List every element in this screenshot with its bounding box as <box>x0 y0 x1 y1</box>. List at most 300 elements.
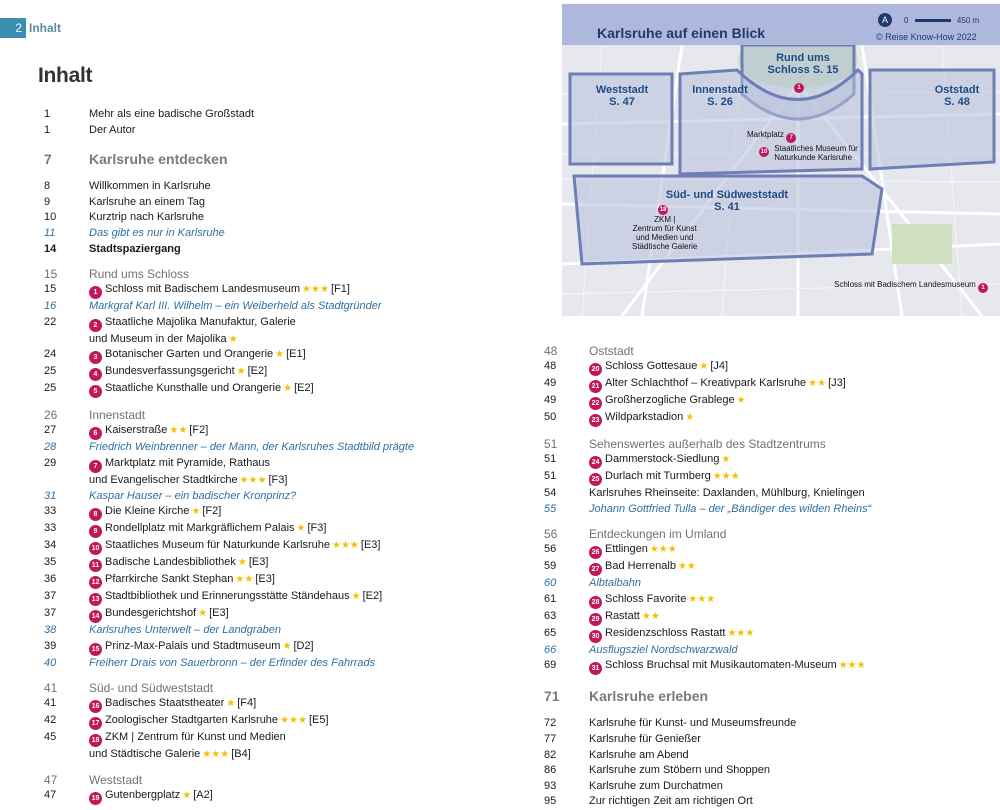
toc-entry[interactable] <box>44 572 484 589</box>
toc-entry[interactable] <box>44 123 484 139</box>
toc-page-number: 61 <box>544 592 557 605</box>
toc-entry-text <box>589 732 984 748</box>
toc-entry[interactable] <box>544 359 984 376</box>
toc-entry[interactable] <box>44 440 484 456</box>
scale-start: 0 <box>904 16 909 25</box>
toc-page-number: 10 <box>44 211 57 224</box>
toc-entry[interactable] <box>544 542 984 559</box>
map-grid-ref: [A2] <box>193 788 213 801</box>
toc-page-number: 56 <box>544 527 558 542</box>
toc-entry-text <box>589 688 984 704</box>
toc-entry[interactable] <box>44 195 484 211</box>
sight-number-badge: 30 <box>589 630 602 643</box>
toc-page-number: 60 <box>544 577 557 590</box>
toc-entry-text <box>89 730 484 747</box>
toc-page-number: 33 <box>44 522 57 535</box>
toc-entry[interactable] <box>544 748 984 764</box>
toc-entry-text <box>89 656 484 672</box>
toc-entry[interactable] <box>44 381 484 398</box>
toc-entry[interactable] <box>44 696 484 713</box>
toc-page-number: 1 <box>44 123 51 136</box>
map-poi-zkm <box>632 202 697 251</box>
toc-page-number: 45 <box>44 731 57 744</box>
rating-stars-icon: ★★★ <box>302 284 329 296</box>
toc-page-number: 51 <box>544 437 558 451</box>
toc-entry-text <box>589 393 984 410</box>
poi-label: Schloss mit Badischem Landesmuseum <box>834 280 976 289</box>
toc-entry-label: Karlsruhe erleben <box>589 688 709 705</box>
toc-entry-label: Zur richtigen Zeit am richtigen Ort <box>589 795 753 808</box>
page-number: 2 <box>0 18 26 38</box>
toc-entry-label: Karlsruhe für Kunst- und Museumsfreunde <box>589 717 797 730</box>
toc-entry[interactable] <box>544 437 984 452</box>
map-grid-ref: [E2] <box>247 365 268 378</box>
rating-stars-icon: ★★ <box>235 574 254 586</box>
toc-entry-text <box>89 713 484 730</box>
toc-entry-label: Stadtspaziergang <box>89 242 181 255</box>
toc-page-number: 15 <box>44 267 58 282</box>
toc-entry[interactable] <box>44 299 484 315</box>
toc-entry[interactable] <box>544 763 984 779</box>
toc-entry-label: Staatliche Majolika Manufaktur, Galerie <box>105 315 296 328</box>
toc-entry-text <box>89 623 484 639</box>
toc-entry[interactable] <box>544 794 984 810</box>
poi-label: Staatliches Museum für <box>774 144 858 153</box>
toc-page-number: 66 <box>544 643 557 656</box>
toc-entry-text <box>89 364 484 381</box>
toc-entry-text <box>89 456 484 473</box>
toc-page-number: 49 <box>544 377 557 389</box>
sight-number-badge: 7 <box>89 460 102 473</box>
sight-number-badge: 19 <box>89 792 102 805</box>
overview-map <box>562 4 1000 316</box>
toc-entry-label: Badische Landesbibliothek <box>105 556 236 569</box>
toc-page-number: 93 <box>544 779 557 792</box>
toc-entry[interactable] <box>44 773 484 788</box>
toc-entry-text <box>589 410 984 427</box>
district-label-innenstadt <box>680 84 760 108</box>
rating-stars-icon: ★ <box>282 640 292 652</box>
toc-page-number: 59 <box>544 560 557 573</box>
map-title: Karlsruhe auf einen Blick <box>597 25 766 41</box>
toc-entry[interactable] <box>544 626 984 643</box>
toc-page-number: 35 <box>44 556 57 569</box>
toc-entry[interactable] <box>44 347 484 364</box>
toc-entry[interactable] <box>44 408 484 423</box>
toc-entry-label: Rastatt <box>605 609 640 622</box>
toc-entry-label: und Städtische Galerie <box>89 748 201 761</box>
toc-page-number: 55 <box>544 502 557 515</box>
sight-number-badge: 25 <box>589 473 602 486</box>
toc-entry-text <box>589 643 984 659</box>
toc-entry[interactable] <box>44 151 484 167</box>
district-page: S. 47 <box>609 96 635 108</box>
sight-number-badge: 8 <box>89 508 102 521</box>
toc-entry-text <box>89 489 484 505</box>
toc-entry-label: Ettlingen <box>605 543 648 556</box>
rating-stars-icon: ★★★ <box>649 544 677 556</box>
toc-entry-text <box>589 502 984 518</box>
toc-entry-text <box>89 473 484 489</box>
toc-entry-text <box>589 763 984 779</box>
sight-number-badge: 20 <box>589 363 602 376</box>
toc-entry-label: Marktplatz mit Pyramide, Rathaus <box>105 456 271 469</box>
toc-entry[interactable] <box>544 609 984 626</box>
rating-stars-icon: ★ <box>236 366 246 378</box>
toc-entry-label: Entdeckungen im Umland <box>589 527 727 542</box>
sight-number-badge: 3 <box>89 351 102 364</box>
rating-stars-icon: ★ <box>237 557 247 569</box>
toc-entry-label: und Evangelischer Stadtkirche <box>89 473 238 486</box>
toc-entry[interactable] <box>44 315 484 332</box>
toc-entry-text <box>589 592 984 609</box>
toc-page-number: 8 <box>44 180 51 193</box>
toc-page-number: 24 <box>44 348 57 361</box>
toc-entry[interactable] <box>544 559 984 576</box>
toc-entry[interactable] <box>44 656 484 672</box>
toc-entry-text <box>589 359 984 376</box>
toc-page-number: 37 <box>44 607 57 620</box>
toc-entry[interactable] <box>544 527 984 542</box>
toc-entry[interactable] <box>44 210 484 226</box>
rating-stars-icon: ★ <box>191 506 201 518</box>
toc-entry-text <box>89 423 484 440</box>
sight-number-badge: 22 <box>589 397 602 410</box>
sight-number-badge: 26 <box>589 546 602 559</box>
map-grid-ref: [F1] <box>330 283 350 296</box>
sight-number-badge: 2 <box>89 319 102 332</box>
toc-page-number: 7 <box>44 151 52 168</box>
rating-stars-icon: ★★★ <box>688 593 716 605</box>
toc-entry[interactable] <box>44 681 484 696</box>
running-header <box>0 18 61 38</box>
toc-entry[interactable] <box>44 606 484 623</box>
poi-label: ZKM | <box>654 215 676 224</box>
district-name: Rund ums <box>776 52 830 64</box>
toc-entry-label: Dammerstock-Siedlung <box>605 453 720 465</box>
toc-entry[interactable] <box>44 242 484 258</box>
toc-page-number: 34 <box>44 539 57 552</box>
toc-entry[interactable] <box>44 538 484 555</box>
toc-page-number: 54 <box>544 487 557 499</box>
toc-page-number: 42 <box>44 714 57 727</box>
toc-entry-label: Ausflugsziel Nordschwarzwald <box>589 643 738 656</box>
toc-page-number: 37 <box>44 590 57 603</box>
toc-page-number: 77 <box>544 732 557 745</box>
toc-entry[interactable] <box>544 779 984 795</box>
toc-page-number: 72 <box>544 717 557 730</box>
toc-entry-text <box>89 572 484 589</box>
toc-entry[interactable] <box>44 107 484 123</box>
rating-stars-icon: ★★ <box>808 378 827 389</box>
toc-entry[interactable] <box>544 592 984 609</box>
district-name: Oststadt <box>934 84 980 96</box>
map-grid-ref: [J3] <box>828 377 846 389</box>
toc-entry[interactable] <box>544 344 984 359</box>
toc-entry-text <box>89 107 484 123</box>
toc-entry[interactable] <box>44 788 484 805</box>
sight-number-badge: 16 <box>89 700 102 713</box>
district-name: Innenstadt <box>692 84 748 96</box>
toc-entry-text <box>89 123 484 139</box>
toc-entry-label: Bundesverfassungsgericht <box>105 365 235 378</box>
toc-entry[interactable] <box>44 730 484 747</box>
district-page: S. 26 <box>707 96 733 108</box>
toc-entry-label: Schloss mit Badischem Landesmuseum <box>105 283 301 296</box>
toc-entry[interactable] <box>44 282 484 299</box>
toc-page-number: 51 <box>544 453 557 465</box>
toc-entry-label: Kaiserstraße <box>105 424 168 437</box>
toc-entry-text <box>589 748 984 764</box>
toc-page-number: 47 <box>44 772 58 787</box>
toc-entry[interactable] <box>44 332 484 348</box>
map-grid-ref: [E1] <box>286 348 306 361</box>
rating-stars-icon: ★★★ <box>332 540 359 552</box>
toc-entry[interactable] <box>544 643 984 659</box>
toc-entry-label: Willkommen in Karlsruhe <box>89 180 211 193</box>
toc-entry[interactable] <box>44 713 484 730</box>
toc-entry-text <box>89 299 484 315</box>
toc-page-number: 28 <box>44 441 57 454</box>
toc-entry-label: Albtalbahn <box>589 577 641 590</box>
toc-entry-text <box>589 779 984 795</box>
rating-stars-icon: ★★★ <box>727 627 755 639</box>
toc-page-number: 16 <box>44 300 57 313</box>
sight-number-badge: 11 <box>89 559 102 572</box>
toc-entry[interactable] <box>44 521 484 538</box>
toc-entry-label: Staatliche Kunsthalle und Orangerie <box>105 382 282 395</box>
toc-entry-text <box>89 773 484 788</box>
toc-entry-label: Freiherr Drais von Sauerbronn – der Erfinder des Fahrrads <box>89 656 376 669</box>
toc-entry-text <box>89 195 484 211</box>
toc-entry[interactable] <box>44 226 484 242</box>
map-grid-ref: [E3] <box>248 556 269 569</box>
toc-entry-label: Kurztrip nach Karlsruhe <box>89 211 204 224</box>
toc-page-number: 51 <box>544 470 557 482</box>
toc-entry-label: Karlsruhe entdecken <box>89 151 228 168</box>
toc-entry-text <box>89 521 484 538</box>
toc-entry[interactable] <box>44 504 484 521</box>
toc-entry-text <box>89 282 484 299</box>
toc-page-number: 33 <box>44 505 57 518</box>
map-poi-marktplatz <box>747 130 799 143</box>
district-name: Süd- und Südweststadt <box>665 189 789 201</box>
toc-entry-text <box>589 609 984 626</box>
toc-entry-text <box>89 210 484 226</box>
toc-entry-label: Gutenbergplatz <box>105 788 181 801</box>
toc-page-number: 27 <box>44 424 57 437</box>
toc-page-number: 49 <box>544 394 557 406</box>
map-grid-ref: [F3] <box>307 522 327 535</box>
toc-entry-text <box>589 658 984 675</box>
sight-number-badge: 24 <box>589 456 602 469</box>
poi-label: Naturkunde Karlsruhe <box>774 153 853 162</box>
toc-entry[interactable] <box>44 489 484 505</box>
toc-page-number: 69 <box>544 659 557 672</box>
toc-page-number: 95 <box>544 795 557 808</box>
toc-entry-label: Weststadt <box>89 772 143 787</box>
toc-entry[interactable] <box>544 469 984 486</box>
district-page: Schloss S. 15 <box>767 64 839 76</box>
toc-entry-label: Wildparkstadion <box>605 411 684 423</box>
poi-label: Marktplatz <box>747 130 784 139</box>
sight-number-badge: 28 <box>589 596 602 609</box>
sight-number-badge: 21 <box>589 380 602 393</box>
toc-entry-label: Pfarrkirche Sankt Stephan <box>105 573 234 586</box>
toc-entry[interactable] <box>44 423 484 440</box>
sight-number-badge: 5 <box>89 385 102 398</box>
map-scale <box>904 16 979 25</box>
rating-stars-icon: ★★★ <box>202 749 230 761</box>
toc-entry[interactable] <box>544 452 984 469</box>
toc-entry[interactable] <box>44 473 484 489</box>
toc-page-number: 14 <box>44 242 57 255</box>
toc-entry-text <box>89 747 484 763</box>
toc-entry[interactable] <box>44 747 484 763</box>
poi-label: Zentrum für Kunst <box>632 224 697 233</box>
toc-page-number <box>44 473 89 489</box>
toc-entry[interactable] <box>44 623 484 639</box>
toc-entry-text <box>89 242 484 258</box>
map-grid-ref: [D2] <box>293 639 314 652</box>
poi-badge: 18 <box>659 207 667 213</box>
toc-entry[interactable] <box>544 486 984 502</box>
toc-entry[interactable] <box>544 658 984 675</box>
toc-entry[interactable] <box>544 410 984 427</box>
district-label-schloss <box>758 52 848 76</box>
sight-number-badge: 17 <box>89 717 102 730</box>
map-grid-ref: [E2] <box>294 382 314 395</box>
toc-entry[interactable] <box>544 502 984 518</box>
toc-entry-label: Prinz-Max-Palais und Stadtmuseum <box>105 639 281 652</box>
toc-entry-text <box>89 408 484 423</box>
toc-entry[interactable] <box>44 179 484 195</box>
toc-entry[interactable] <box>44 267 484 282</box>
toc-entry[interactable] <box>544 732 984 748</box>
toc-entry-text <box>89 606 484 623</box>
toc-entry-label: Rondellplatz mit Markgräflichem Palais <box>105 522 295 535</box>
toc-entry-label: Das gibt es nur in Karlsruhe <box>89 226 225 239</box>
toc-entry-text <box>589 527 984 542</box>
page-title: Inhalt <box>38 64 93 87</box>
rating-stars-icon: ★★★ <box>280 715 307 727</box>
map-grid-ref: [J4] <box>710 360 729 372</box>
rating-stars-icon: ★ <box>182 789 192 801</box>
map-grid-ref: [E2] <box>362 590 383 603</box>
toc-entry-text <box>89 681 484 696</box>
sight-number-badge: 15 <box>89 643 102 656</box>
toc-entry-label: Karlsruhe für Genießer <box>589 732 701 745</box>
toc-entry-label: Schloss Gottesaue <box>605 360 698 372</box>
sight-number-badge: 13 <box>89 593 102 606</box>
toc-entry-label: Botanischer Garten und Orangerie <box>105 348 274 361</box>
toc-entry-text <box>589 716 984 732</box>
toc-entry[interactable] <box>544 376 984 393</box>
toc-entry-label: Badisches Staatstheater <box>105 697 225 710</box>
toc-page-number: 25 <box>44 365 57 378</box>
toc-entry-text <box>89 315 484 332</box>
toc-entry[interactable] <box>44 364 484 381</box>
rating-stars-icon: ★★ <box>641 610 660 622</box>
rating-stars-icon: ★ <box>283 383 293 395</box>
toc-page-number: 11 <box>44 226 56 239</box>
rating-stars-icon: ★★★ <box>838 660 866 672</box>
map-grid-ref: [E3] <box>209 607 229 620</box>
scale-end: 450 m <box>956 16 980 25</box>
toc-entry-label: Staatliches Museum für Naturkunde Karlsruhe <box>105 539 330 552</box>
toc-entry-label: Schloss Bruchsal mit Musikautomaten-Museum <box>605 659 837 672</box>
toc-entry-label: Karlsruhe zum Durchatmen <box>589 779 723 792</box>
sight-number-badge: 31 <box>589 662 602 675</box>
toc-entry-text <box>589 542 984 559</box>
toc-page-number <box>44 332 89 348</box>
compass-icon: A <box>878 13 892 27</box>
rating-stars-icon: ★ <box>351 591 361 603</box>
toc-entry[interactable] <box>544 393 984 410</box>
toc-entry-label: Sehenswertes außerhalb des Stadtzentrums <box>589 437 826 451</box>
toc-entry[interactable] <box>544 688 984 704</box>
toc-page-number: 41 <box>44 681 58 696</box>
toc-page-number: 31 <box>44 489 57 502</box>
sight-number-badge: 10 <box>89 542 102 555</box>
toc-page-number: 47 <box>44 788 57 801</box>
rating-stars-icon: ★ <box>685 412 695 423</box>
toc-entry-label: Durlach mit Turmberg <box>605 470 711 482</box>
right-page <box>500 0 1000 808</box>
toc-entry[interactable] <box>44 639 484 656</box>
district-page: S. 48 <box>944 96 970 108</box>
toc-list-left <box>44 107 484 805</box>
toc-list-right <box>544 334 984 810</box>
toc-entry-label: Bundesgerichtshof <box>105 607 197 620</box>
toc-entry-text <box>589 376 984 393</box>
map-poi-schloss-dot <box>794 80 807 93</box>
toc-entry[interactable] <box>44 589 484 606</box>
toc-entry-label: Süd- und Südweststadt <box>89 681 214 696</box>
toc-page-number: 63 <box>544 609 557 622</box>
toc-entry-label: ZKM | Zentrum für Kunst und Medien <box>105 731 286 744</box>
rating-stars-icon: ★ <box>198 608 208 620</box>
sight-number-badge: 27 <box>589 563 602 576</box>
toc-entry-text <box>89 555 484 572</box>
toc-entry-label: Stadtbibliothek und Erinnerungsstätte Ständehaus <box>105 590 350 603</box>
map-grid-ref: [F3] <box>268 473 288 486</box>
toc-entry[interactable] <box>44 456 484 473</box>
district-label-weststadt <box>582 84 662 108</box>
toc-entry-text <box>89 538 484 555</box>
toc-page-number: 65 <box>544 626 557 639</box>
rating-stars-icon: ★ <box>736 395 746 406</box>
toc-entry-text <box>589 344 984 359</box>
poi-badge: 1 <box>794 83 804 93</box>
toc-entry[interactable] <box>544 576 984 592</box>
toc-entry[interactable] <box>44 555 484 572</box>
toc-page-number: 50 <box>544 411 557 423</box>
poi-label: und Medien und <box>635 233 694 242</box>
toc-entry[interactable] <box>544 716 984 732</box>
rating-stars-icon: ★★ <box>169 425 188 437</box>
toc-entry-label: Residenzschloss Rastatt <box>605 626 726 639</box>
rating-stars-icon: ★ <box>296 523 306 535</box>
toc-entry-label: Rund ums Schloss <box>89 267 190 282</box>
toc-page-number: 82 <box>544 748 557 761</box>
toc-page-number: 86 <box>544 764 557 777</box>
toc-page-number: 39 <box>44 639 57 652</box>
sight-number-badge: 4 <box>89 368 102 381</box>
toc-entry-text <box>89 267 484 282</box>
toc-entry-text <box>589 452 984 469</box>
toc-entry-text <box>589 576 984 592</box>
